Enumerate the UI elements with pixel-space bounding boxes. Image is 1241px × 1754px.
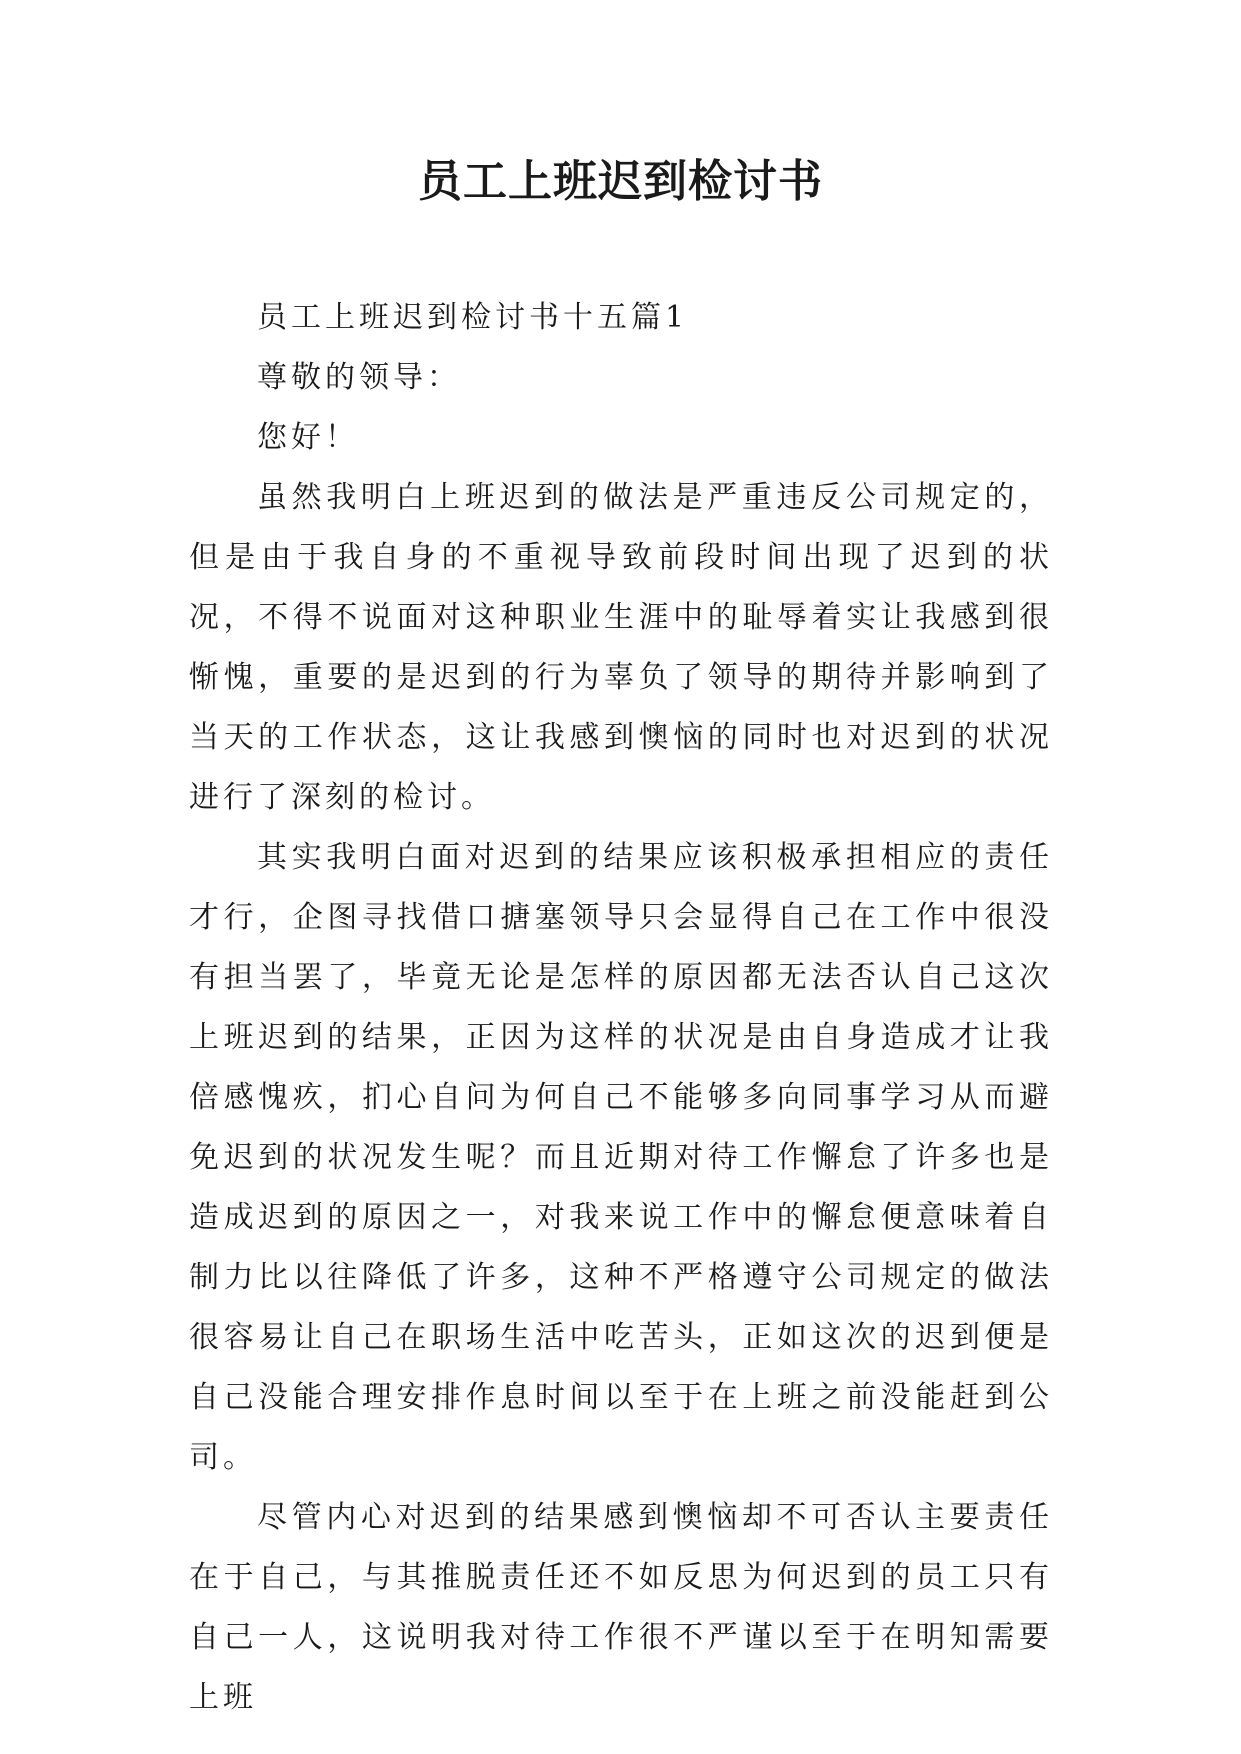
document-body — [189, 288, 1053, 1728]
paragraph-body-2: 其实我明白面对迟到的结果应该积极承担相应的责任才行，企图寻找借口搪塞领导只会显得自己在工作中很没有担当罢了，毕竟无论是怎样的原因都无法否认自己这次上班迟到的结果，正因为这样的状况是由自身造成才让我倍感愧疚，扪心自问为何自己不能够多向同事学习从而避免迟到的状况发生呢？而且近期对待工作懈怠了许多也是造成迟到的原因之一，对我来说工作中的懈怠便意味着自制力比以往降低了许多，这种不严格遵守公司规定的做法很容易让自己在职场生活中吃苦头，正如这次的迟到便是自己没能合理安排作息时间以至于在上班之前没能赶到公司。 — [189, 840, 1053, 1475]
paragraph-body-3: 尽管内心对迟到的结果感到懊恼却不可否认主要责任在于自己，与其推脱责任还不如反思为何迟到的员工只有自己一人，这说明我对待工作很不严谨以至于在明知需要上班 — [189, 1500, 1053, 1715]
paragraph-body-1: 虽然我明白上班迟到的做法是严重违反公司规定的，但是由于我自身的不重视导致前段时间出现了迟到的状况，不得不说面对这种职业生涯中的耻辱着实让我感到很惭愧，重要的是迟到的行为辜负了领导的期待并影响到了当天的工作状态，这让我感到懊恼的同时也对迟到的状况进行了深刻的检讨。 — [189, 480, 1053, 815]
paragraph-subtitle: 员工上班迟到检讨书十五篇1 — [257, 300, 689, 335]
paragraph-greeting: 您好！ — [257, 420, 359, 455]
paragraph-salutation: 尊敬的领导： — [257, 360, 461, 395]
document-title: 员工上班迟到检讨书 — [418, 156, 823, 207]
